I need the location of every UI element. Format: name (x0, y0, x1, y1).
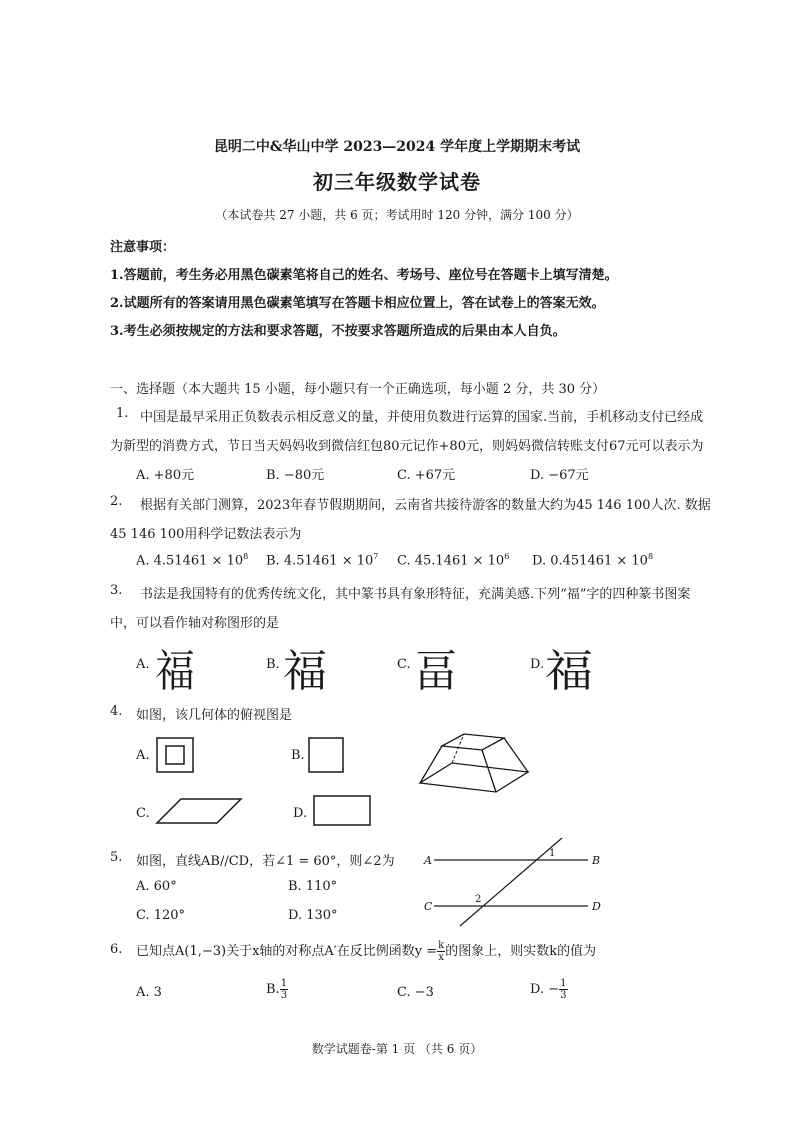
q6-number: 6. (110, 942, 123, 957)
q1-number: 1. (116, 406, 129, 421)
q5-option-c: C. 120° (136, 908, 186, 923)
q4-figure-a (154, 736, 198, 776)
q1-option-a: A. +80元 (136, 468, 195, 483)
q5-parallel-lines-figure (420, 834, 610, 930)
q4-label-c: C. (136, 806, 150, 821)
label-a: A (424, 854, 432, 867)
q2-option-d: D. $0.451461 \times 10^8$ (532, 552, 654, 569)
q3-label-a: A. (136, 657, 150, 672)
q3-glyph-b: 福 (283, 646, 327, 697)
note-item-1: 1.答题前，考生务必用黑色碳素笔将自己的姓名、考场号、座位号在答题卡上填写清楚。 (110, 268, 618, 283)
q4-label-a: A. (136, 748, 150, 763)
label-b: B (592, 854, 601, 867)
page-footer: 数学试题卷-第 1 页 （共 6 页） (311, 1042, 483, 1056)
q4-number: 4. (110, 704, 123, 719)
q3-line2: 中，可以看作轴对称图形的是 (110, 616, 280, 631)
q2-option-c: C. $45.1461 \times 10^6$ (397, 552, 510, 569)
q6-option-b: B. $\frac{1}{3}$ (266, 978, 288, 1001)
notes-heading: 注意事项： (110, 240, 176, 255)
q5-option-b: B. 110° (288, 879, 338, 894)
q5-option-d: D. 130° (288, 908, 338, 923)
q4-label-d: D. (293, 806, 308, 821)
q2-line2: 45 146 100用科学记数法表示为 (110, 527, 302, 542)
exam-info: （本试卷共 27 小题，共 6 页；考试用时 120 分钟，满分 100 分） (215, 208, 579, 222)
paper-title: 初三年级数学试卷 (313, 170, 481, 194)
label-c: C (424, 900, 433, 913)
q2-option-a: A. $4.51461 \times 10^8$ (136, 552, 249, 569)
q3-label-d: D. (530, 657, 545, 672)
q2-number: 2. (110, 494, 123, 509)
q6-stem: 已知点A(1,−3)关于x轴的对称点A′在反比例函数y = $\frac{k}{x}$ 的图象上，则实数k的值为 (136, 940, 597, 963)
q4-solid-figure (416, 718, 532, 798)
q2-option-b: B. $4.51461 \times 10^7$ (266, 552, 379, 569)
label-d: D (592, 900, 601, 913)
q1-line2: 为新型的消费方式，节日当天妈妈收到微信红包80元记作+80元，则妈妈微信转账支付67元可以表示为 (110, 439, 704, 454)
q1-option-c: C. +67元 (397, 468, 456, 483)
q1-line1: 中国是最早采用正负数表示相反意义的量，并使用负数进行运算的国家.当前，手机移动支付已经成 (140, 410, 704, 425)
q3-glyph-d: 福 (544, 646, 594, 697)
q6-fraction: $\frac{k}{x}$ (438, 940, 445, 963)
q3-label-b: B. (266, 657, 280, 672)
q6-option-a: A. 3 (136, 985, 162, 1000)
q1-option-d: D. −67元 (530, 468, 589, 483)
exam-title: 昆明二中&华山中学 2023—2024 学年度上学期期末考试 (213, 139, 581, 155)
q5-stem: 如图，直线AB//CD，若∠1 = 60°，则∠2为 (136, 854, 395, 869)
q3-label-c: C. (397, 657, 411, 672)
q1-option-b: B. −80元 (266, 468, 325, 483)
q5-number: 5. (110, 850, 123, 865)
angle-1-label: 1 (549, 848, 556, 859)
q4-figure-b (306, 736, 346, 776)
q3-glyph-a: 福 (155, 646, 195, 697)
q4-figure-d (312, 794, 374, 828)
q3-glyph-c: 畐 (414, 646, 458, 697)
angle-2-label: 2 (475, 894, 482, 905)
q3-number: 3. (110, 583, 123, 598)
q4-label-b: B. (291, 748, 305, 763)
q6-option-d: D. − $\frac{1}{3}$ (530, 978, 567, 1001)
q4-stem: 如图，该几何体的俯视图是 (136, 708, 293, 723)
q3-line1: 书法是我国特有的优秀传统文化，其中篆书具有象形特征，充满美感.下列“福”字的四种篆书图案 (140, 587, 691, 602)
note-item-2: 2.试题所有的答案请用黑色碳素笔填写在答题卡相应位置上，答在试卷上的答案无效。 (110, 296, 605, 311)
section-heading: 一、选择题（本大题共 15 小题，每小题只有一个正确选项，每小题 2 分，共 30 分） (110, 382, 606, 397)
note-item-3: 3.考生必须按规定的方法和要求答题，不按要求答题所造成的后果由本人自负。 (110, 324, 566, 339)
q5-option-a: A. 60° (136, 879, 177, 894)
q6-option-c: C. −3 (397, 985, 434, 1000)
q2-line1: 根据有关部门测算，2023年春节假期期间，云南省共接待游客的数量大约为45 146 100人次. 数据 (140, 498, 711, 513)
q4-figure-c (155, 796, 245, 828)
